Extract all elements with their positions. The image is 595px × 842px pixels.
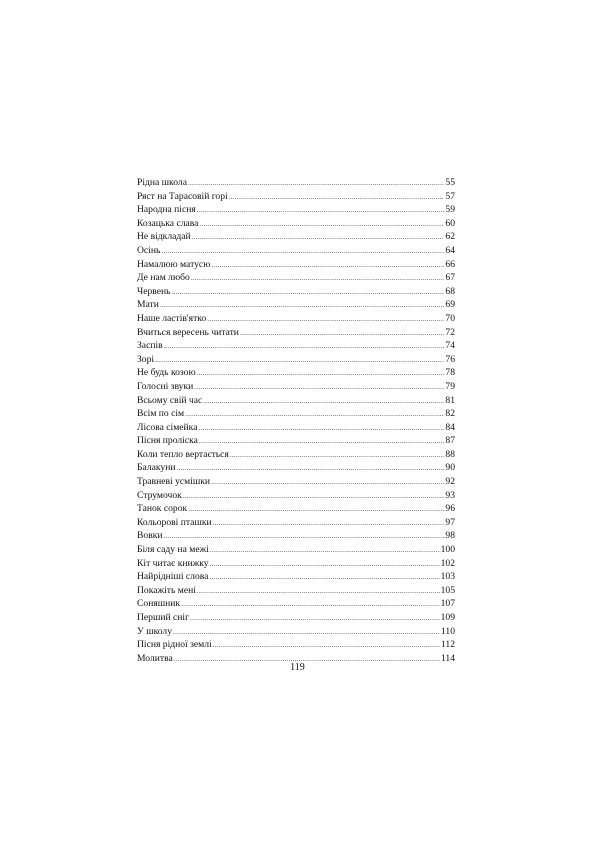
toc-entry-page: 114 xyxy=(440,652,455,664)
toc-entry xyxy=(137,597,455,611)
toc-dot-leader xyxy=(164,340,445,353)
toc-entry xyxy=(137,434,455,448)
toc-entry-page: 90 xyxy=(445,462,455,474)
toc-entry-page: 112 xyxy=(440,639,455,651)
toc-dot-leader xyxy=(161,245,444,258)
toc-entry xyxy=(137,638,455,652)
toc-entry-title: Танок сорок xyxy=(137,503,188,515)
toc-entry xyxy=(137,570,455,584)
toc-entry-page: 66 xyxy=(445,258,455,270)
toc-entry-page: 60 xyxy=(445,217,455,229)
toc-dot-leader xyxy=(190,612,440,625)
toc-entry xyxy=(137,475,455,489)
toc-entry-title: Травневі усмішки xyxy=(137,476,211,488)
toc-entry-page: 84 xyxy=(445,421,455,433)
toc-entry-page: 69 xyxy=(445,299,455,311)
toc-dot-leader xyxy=(164,530,445,543)
toc-entry-title: Біля саду на межі xyxy=(137,544,209,556)
toc-entry-page: 70 xyxy=(445,312,455,324)
toc-entry xyxy=(137,529,455,543)
toc-dot-leader xyxy=(191,272,445,285)
toc-entry-page: 97 xyxy=(445,516,455,528)
toc-entry xyxy=(137,625,455,639)
toc-dot-leader xyxy=(213,639,440,652)
toc-entry xyxy=(137,407,455,421)
toc-dot-leader xyxy=(155,354,444,367)
toc-entry xyxy=(137,230,455,244)
toc-dot-leader xyxy=(185,408,444,421)
toc-dot-leader xyxy=(230,449,445,462)
toc-entry-page: 64 xyxy=(445,244,455,256)
toc-dot-leader xyxy=(197,585,440,598)
toc-dot-leader xyxy=(183,490,445,503)
toc-entry-title: Не відкладай xyxy=(137,231,191,243)
toc-dot-leader xyxy=(181,598,440,611)
toc-entry xyxy=(137,176,455,190)
toc-entry xyxy=(137,489,455,503)
toc-entry-page: 107 xyxy=(440,598,455,610)
toc-entry-title: Наше ластів'ятко xyxy=(137,312,207,324)
toc-dot-leader xyxy=(198,422,444,435)
toc-dot-leader xyxy=(211,476,444,489)
toc-entry-page: 87 xyxy=(445,435,455,447)
toc-entry-title: Червень xyxy=(137,285,171,297)
toc-entry xyxy=(137,611,455,625)
toc-entry-page: 82 xyxy=(445,408,455,420)
toc-entry xyxy=(137,516,455,530)
toc-entry xyxy=(137,543,455,557)
toc-dot-leader xyxy=(197,367,445,380)
toc-entry-title: У школу xyxy=(137,625,173,637)
toc-entry-page: 67 xyxy=(445,272,455,284)
toc-entry xyxy=(137,285,455,299)
toc-entry xyxy=(137,421,455,435)
table-of-contents xyxy=(137,176,455,665)
toc-entry-page: 72 xyxy=(445,326,455,338)
toc-entry xyxy=(137,380,455,394)
toc-entry xyxy=(137,203,455,217)
toc-entry-page: 76 xyxy=(445,353,455,365)
toc-entry-title: Заспів xyxy=(137,340,163,352)
toc-entry-page: 110 xyxy=(440,625,455,637)
toc-entry xyxy=(137,312,455,326)
toc-dot-leader xyxy=(203,395,444,408)
toc-entry-page: 98 xyxy=(445,530,455,542)
toc-entry-title: Коли тепло вертається xyxy=(137,448,229,460)
toc-entry-page: 81 xyxy=(445,394,455,406)
toc-entry xyxy=(137,448,455,462)
toc-entry-title: Не будь козою xyxy=(137,367,196,379)
toc-entry xyxy=(137,353,455,367)
toc-dot-leader xyxy=(211,259,444,272)
toc-entry-title: Козацька слава xyxy=(137,217,199,229)
toc-entry xyxy=(137,190,455,204)
toc-entry-page: 88 xyxy=(445,448,455,460)
toc-entry-title: Вчиться вересень читати xyxy=(137,326,239,338)
toc-entry-title: Намалюю матусю xyxy=(137,258,211,270)
toc-dot-leader xyxy=(207,313,444,326)
toc-entry xyxy=(137,244,455,258)
toc-entry xyxy=(137,502,455,516)
toc-entry-title: Де нам любо xyxy=(137,272,190,284)
toc-entry-title: Кольорові пташки xyxy=(137,516,212,528)
toc-entry-page: 102 xyxy=(440,557,455,569)
toc-dot-leader xyxy=(192,231,445,244)
toc-entry-title: Соняшник xyxy=(137,598,181,610)
toc-entry-page: 92 xyxy=(445,476,455,488)
toc-entry-title: Ряст на Тарасовій горі xyxy=(137,190,228,202)
toc-entry-title: Голосні звуки xyxy=(137,380,194,392)
toc-entry-title: Молитва xyxy=(137,652,173,664)
toc-dot-leader xyxy=(188,177,444,190)
toc-entry-page: 96 xyxy=(445,503,455,515)
toc-entry-title: Найрідніші слова xyxy=(137,571,209,583)
toc-entry-title: Осінь xyxy=(137,244,161,256)
toc-entry-title: Вовки xyxy=(137,530,163,542)
toc-entry-page: 79 xyxy=(445,380,455,392)
toc-entry-page: 78 xyxy=(445,367,455,379)
toc-entry-page: 105 xyxy=(440,584,455,596)
toc-dot-leader xyxy=(210,558,440,571)
toc-entry xyxy=(137,394,455,408)
toc-dot-leader xyxy=(197,204,445,217)
toc-entry-page: 109 xyxy=(440,612,455,623)
toc-entry-title: Пісня рідної землі xyxy=(137,639,212,651)
toc-entry-title: Кіт читає книжку xyxy=(137,557,209,569)
toc-dot-leader xyxy=(229,191,445,204)
toc-entry-page: 93 xyxy=(445,489,455,501)
page-number: 119 xyxy=(290,662,305,673)
toc-entry xyxy=(137,258,455,272)
toc-dot-leader xyxy=(194,381,444,394)
toc-entry xyxy=(137,366,455,380)
toc-entry-page: 68 xyxy=(445,285,455,297)
toc-dot-leader xyxy=(209,571,439,584)
toc-dot-leader xyxy=(210,544,440,557)
toc-entry-title: Всім по сім xyxy=(137,408,185,420)
toc-entry xyxy=(137,326,455,340)
toc-entry-page: 74 xyxy=(445,340,455,352)
toc-entry xyxy=(137,339,455,353)
toc-entry-page: 55 xyxy=(445,177,455,188)
toc-dot-leader xyxy=(213,517,445,530)
toc-entry-title: Пісня проліска xyxy=(137,435,198,447)
toc-entry-title: Всьому свій час xyxy=(137,394,203,406)
toc-entry-title: Лісова сімейка xyxy=(137,421,198,433)
toc-entry-title: Рідна школа xyxy=(137,177,187,188)
toc-entry-page: 57 xyxy=(445,190,455,202)
toc-dot-leader xyxy=(199,218,444,231)
toc-dot-leader xyxy=(188,503,444,516)
toc-dot-leader xyxy=(240,327,444,340)
toc-entry-page: 100 xyxy=(440,544,455,556)
toc-entry xyxy=(137,298,455,312)
toc-entry-title: Балакуни xyxy=(137,462,176,474)
toc-dot-leader xyxy=(177,462,445,475)
toc-entry xyxy=(137,461,455,475)
toc-entry-title: Народна пісня xyxy=(137,204,196,216)
toc-dot-leader xyxy=(172,286,445,299)
toc-dot-leader xyxy=(173,626,440,639)
toc-dot-leader xyxy=(160,299,445,312)
toc-entry-page: 103 xyxy=(440,571,455,583)
toc-entry-page: 62 xyxy=(445,231,455,243)
toc-entry xyxy=(137,557,455,571)
toc-entry-title: Зорі xyxy=(137,353,155,365)
toc-entry xyxy=(137,217,455,231)
toc-entry-title: Мати xyxy=(137,299,159,311)
toc-entry-page: 59 xyxy=(445,204,455,216)
toc-entry-title: Перший сніг xyxy=(137,612,190,623)
toc-entry-title: Покажіть мені xyxy=(137,584,196,596)
toc-dot-leader xyxy=(199,435,445,448)
toc-entry-title: Струмочок xyxy=(137,489,182,501)
toc-entry xyxy=(137,271,455,285)
toc-entry xyxy=(137,584,455,598)
